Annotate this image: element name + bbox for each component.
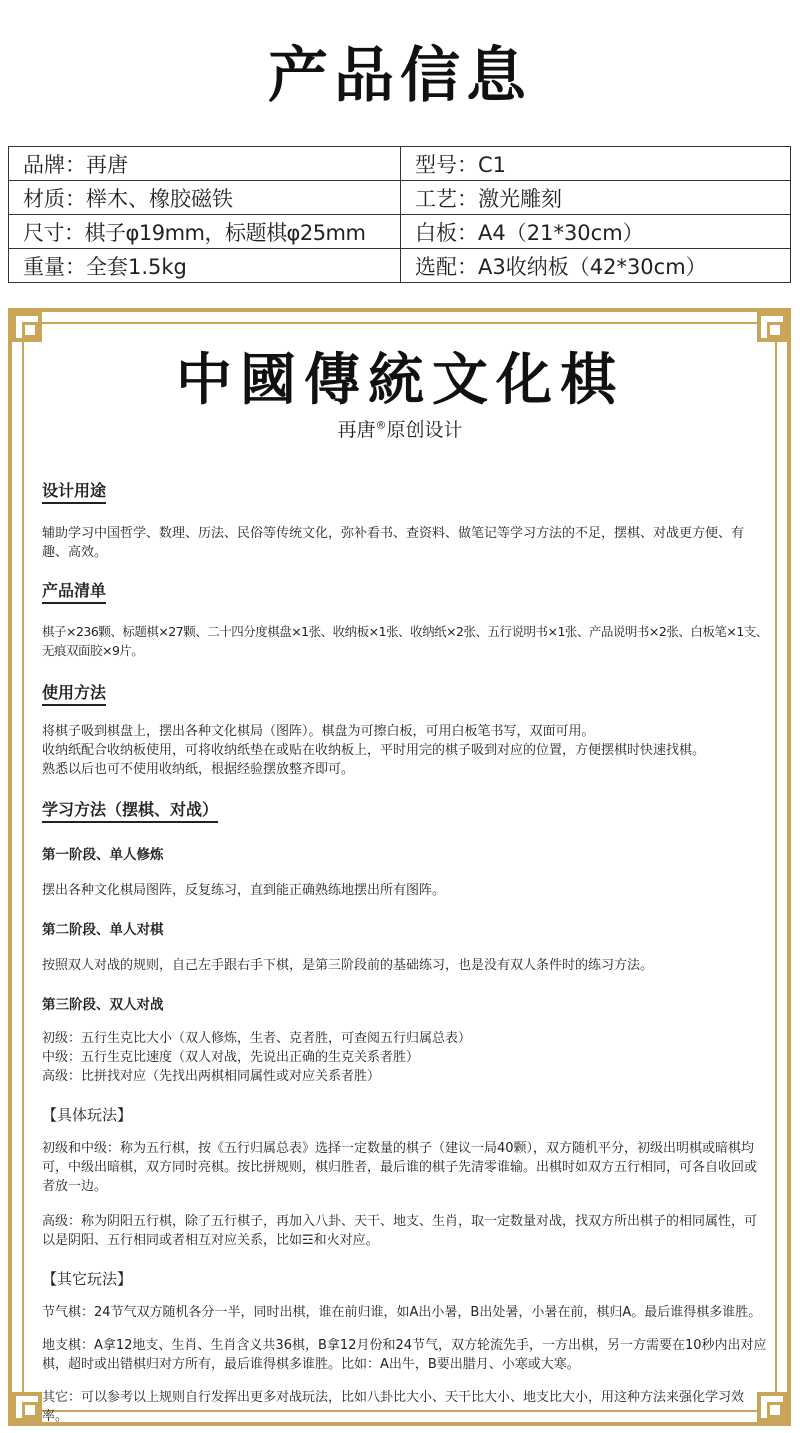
- table-row: [9, 249, 791, 283]
- page-title: 产品信息: [268, 41, 532, 111]
- level-line: 高级：比拼找对应（先找出两棋相同属性或对应关系者胜）: [42, 1069, 381, 1084]
- usage-line: 熟悉以后也可不使用收纳纸，根据经验摆放整齐即可。: [42, 762, 355, 777]
- other-text: 地支棋：A拿12地支、生肖、生肖含义共36棋，B拿12月份和24节气，双方轮流先手，一方出棋，另一方需要在10秒内出对应棋，超时或出错棋归对方所有，最后谁得棋多谁胜。比如：A出牛，B要出腊月、小寒或大寒。: [42, 1338, 767, 1372]
- spec-table: [8, 146, 791, 283]
- calligraphy-title: 中國傳統文化棋: [176, 347, 624, 413]
- stage-title: 第一阶段、单人修炼: [42, 847, 164, 863]
- frame-corner-ornament: [12, 1392, 42, 1422]
- level-line: 初级：五行生克比大小（双人修炼，生者、克者胜，可查阅五行归属总表）: [42, 1031, 472, 1046]
- usage-line: 将棋子吸到棋盘上，摆出各种文化棋局（图阵）。棋盘为可擦白板，可用白板笔书写，双面可用。: [42, 724, 595, 739]
- content: [42, 478, 768, 1426]
- section-text: 辅助学习中国哲学、数理、历法、民俗等传统文化，弥补看书、查资料、做笔记等学习方法的不足，摆棋、对战更方便、有趣、高效。: [42, 526, 745, 560]
- other-heading: 【其它玩法】: [42, 1270, 133, 1288]
- stage-text: 摆出各种文化棋局图阵，反复练习，直到能正确熟练地摆出所有图阵。: [42, 883, 446, 898]
- section-heading: 使用方法: [42, 680, 106, 706]
- spec-cell: 工艺：激光雕刻: [401, 181, 791, 215]
- other-text: 其它：可以参考以上规则自行发挥出更多对战玩法，比如八卦比大小、天干比大小、地支比大小，用这种方法来强化学习效率。: [42, 1390, 745, 1424]
- table-row: [9, 215, 791, 249]
- level-line: 中级：五行生克比速度（双人对战，先说出正确的生克关系者胜）: [42, 1050, 420, 1065]
- section-heading: 学习方法（摆棋、对战）: [42, 797, 218, 823]
- spec-cell: 选配：A3收纳板（42*30cm）: [401, 249, 791, 283]
- spec-cell: 重量：全套1.5kg: [9, 249, 401, 283]
- section-text: 棋子×236颗、标题棋×27颗、二十四分度棋盘×1张、收纳板×1张、收纳纸×2张、五行说明书×1张、产品说明书×2张、白板笔×1支、无痕双面胶×9片。: [42, 624, 768, 658]
- spec-cell: 白板：A4（21*30cm）: [401, 215, 791, 249]
- spec-cell: 材质：榉木、橡胶磁铁: [9, 181, 401, 215]
- spec-cell: 型号：C1: [401, 147, 791, 181]
- spec-cell: 尺寸：棋子φ19mm，标题棋φ25mm: [9, 215, 401, 249]
- stage-title: 第二阶段、单人对棋: [42, 922, 164, 938]
- table-row: [9, 147, 791, 181]
- subtitle: 再唐®原创设计: [337, 418, 463, 441]
- spec-cell: 品牌：再唐: [9, 147, 401, 181]
- table-row: [9, 181, 791, 215]
- play-text: 初级和中级：称为五行棋，按《五行归属总表》选择一定数量的棋子（建议一局40颗），双方随机平分，初级出明棋或暗棋均可，中级出暗棋，双方同时亮棋。按比拼规则，棋归胜者，最后谁的棋子先清零谁输。出棋时如双方五行相同，可各自收回或者放一边。: [42, 1141, 758, 1194]
- stage-title: 第三阶段、双人对战: [42, 997, 164, 1013]
- section-heading: 设计用途: [42, 478, 106, 504]
- usage-line: 收纳纸配合收纳板使用，可将收纳纸垫在或贴在收纳板上，平时用完的棋子吸到对应的位置，方便摆棋时快速找棋。: [42, 743, 706, 758]
- other-text: 节气棋：24节气双方随机各分一半，同时出棋，谁在前归谁，如A出小暑，B出处暑，小暑在前，棋归A。最后谁得棋多谁胜。: [42, 1305, 762, 1320]
- play-text: 高级：称为阴阳五行棋，除了五行棋子，再加入八卦、天干、地支、生肖，取一定数量对战，找双方所出棋子的相同属性，可以是阴阳、五行相同或者相互对应关系，比如☲和火对应。: [42, 1214, 758, 1248]
- section-heading: 产品清单: [42, 578, 106, 604]
- stage-text: 按照双人对战的规则，自己左手跟右手下棋，是第三阶段前的基础练习，也是没有双人条件时的练习方法。: [42, 958, 654, 973]
- play-heading: 【具体玩法】: [42, 1106, 133, 1124]
